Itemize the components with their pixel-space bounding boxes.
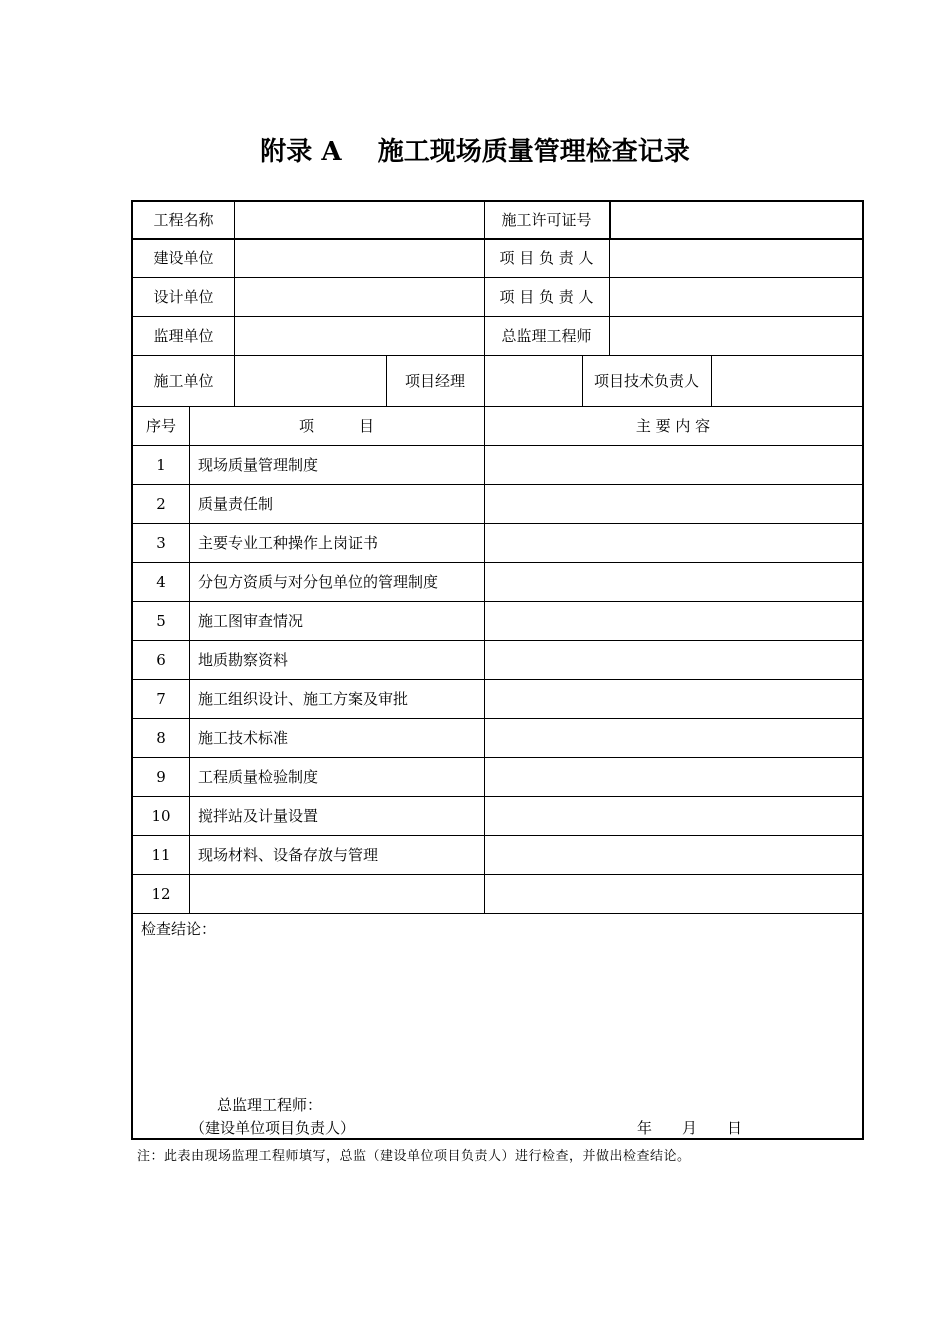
row-content-field[interactable] [484, 679, 862, 718]
row-content-field[interactable] [484, 445, 862, 484]
supervision-label: 监理单位 [153, 326, 214, 345]
row-content-field[interactable] [484, 523, 862, 562]
chief-supervisor-label: 总监理工程师 [501, 326, 592, 345]
row-item: 质量责任制 [198, 494, 274, 513]
page-title: 附录 A 施工现场质量管理检查记录 [260, 137, 690, 167]
design-label: 设计单位 [153, 287, 214, 306]
footnote: 注：此表由现场监理工程师填写，总监（建设单位项目负责人）进行检查，并做出检查结论。 [137, 1149, 691, 1164]
row-item: 工程质量检验制度 [198, 767, 319, 786]
conclusion-field[interactable] [133, 942, 862, 1092]
tech-leader-field[interactable] [711, 355, 862, 406]
row-item: 施工图审查情况 [198, 611, 304, 630]
row-content-field[interactable] [484, 796, 862, 835]
inspection-record-table [131, 200, 864, 1140]
row-item: 现场质量管理制度 [198, 455, 319, 474]
pm-label: 项目经理 [404, 371, 465, 390]
row-number: 4 [156, 572, 166, 591]
row-item: 施工技术标准 [198, 728, 289, 747]
row-content-field[interactable] [484, 562, 862, 601]
construction-label: 施工单位 [153, 371, 214, 390]
design-field[interactable] [234, 277, 484, 316]
row-content-field[interactable] [484, 640, 862, 679]
row-item: 分包方资质与对分包单位的管理制度 [198, 572, 439, 591]
conclusion-label: 检查结论： [141, 920, 217, 938]
column-header-no: 序号 [145, 416, 176, 435]
row-item: 施工组织设计、施工方案及审批 [198, 689, 409, 708]
construction-field[interactable] [234, 355, 386, 406]
design-leader-field[interactable] [609, 277, 862, 316]
row-content-field[interactable] [484, 484, 862, 523]
row-item: 搅拌站及计量设置 [198, 806, 319, 825]
row-number: 5 [156, 611, 166, 630]
row-number: 7 [156, 689, 166, 708]
row-item: 主要专业工种操作上岗证书 [198, 533, 379, 552]
column-header-content: 主 要 内 容 [635, 416, 711, 435]
row-number: 8 [156, 728, 166, 747]
row-number: 12 [151, 884, 171, 903]
owner-leader-signature-label: （建设单位项目负责人） [190, 1119, 356, 1137]
date-label: 年 月 日 [637, 1119, 743, 1137]
tech-leader-label: 项目技术负责人 [594, 371, 700, 390]
row-item [189, 874, 484, 913]
owner-label: 建设单位 [153, 248, 214, 267]
project-name-label: 工程名称 [153, 211, 214, 229]
row-content-field[interactable] [484, 874, 862, 913]
row-item: 地质勘察资料 [198, 650, 289, 669]
row-item: 现场材料、设备存放与管理 [198, 845, 379, 864]
supervision-field[interactable] [234, 316, 484, 355]
row-number: 9 [156, 767, 166, 786]
permit-field[interactable] [609, 202, 862, 238]
row-number: 2 [156, 494, 166, 513]
column-header-item: 项 目 [298, 416, 374, 435]
design-leader-label: 项 目 负 责 人 [499, 287, 594, 306]
row-number: 1 [156, 455, 166, 474]
row-content-field[interactable] [484, 757, 862, 796]
row-number: 3 [156, 533, 166, 552]
owner-field[interactable] [234, 238, 484, 277]
row-content-field[interactable] [484, 601, 862, 640]
row-number: 10 [151, 806, 171, 825]
owner-leader-label: 项 目 负 责 人 [499, 248, 594, 267]
row-number: 6 [156, 650, 166, 669]
row-number: 11 [151, 845, 171, 864]
project-name-field[interactable] [234, 202, 484, 238]
permit-label: 施工许可证号 [501, 211, 592, 229]
chief-supervisor-signature-label: 总监理工程师： [217, 1096, 323, 1114]
pm-field[interactable] [484, 355, 582, 406]
row-content-field[interactable] [484, 835, 862, 874]
row-content-field[interactable] [484, 718, 862, 757]
chief-supervisor-field[interactable] [609, 316, 862, 355]
owner-leader-field[interactable] [609, 238, 862, 277]
